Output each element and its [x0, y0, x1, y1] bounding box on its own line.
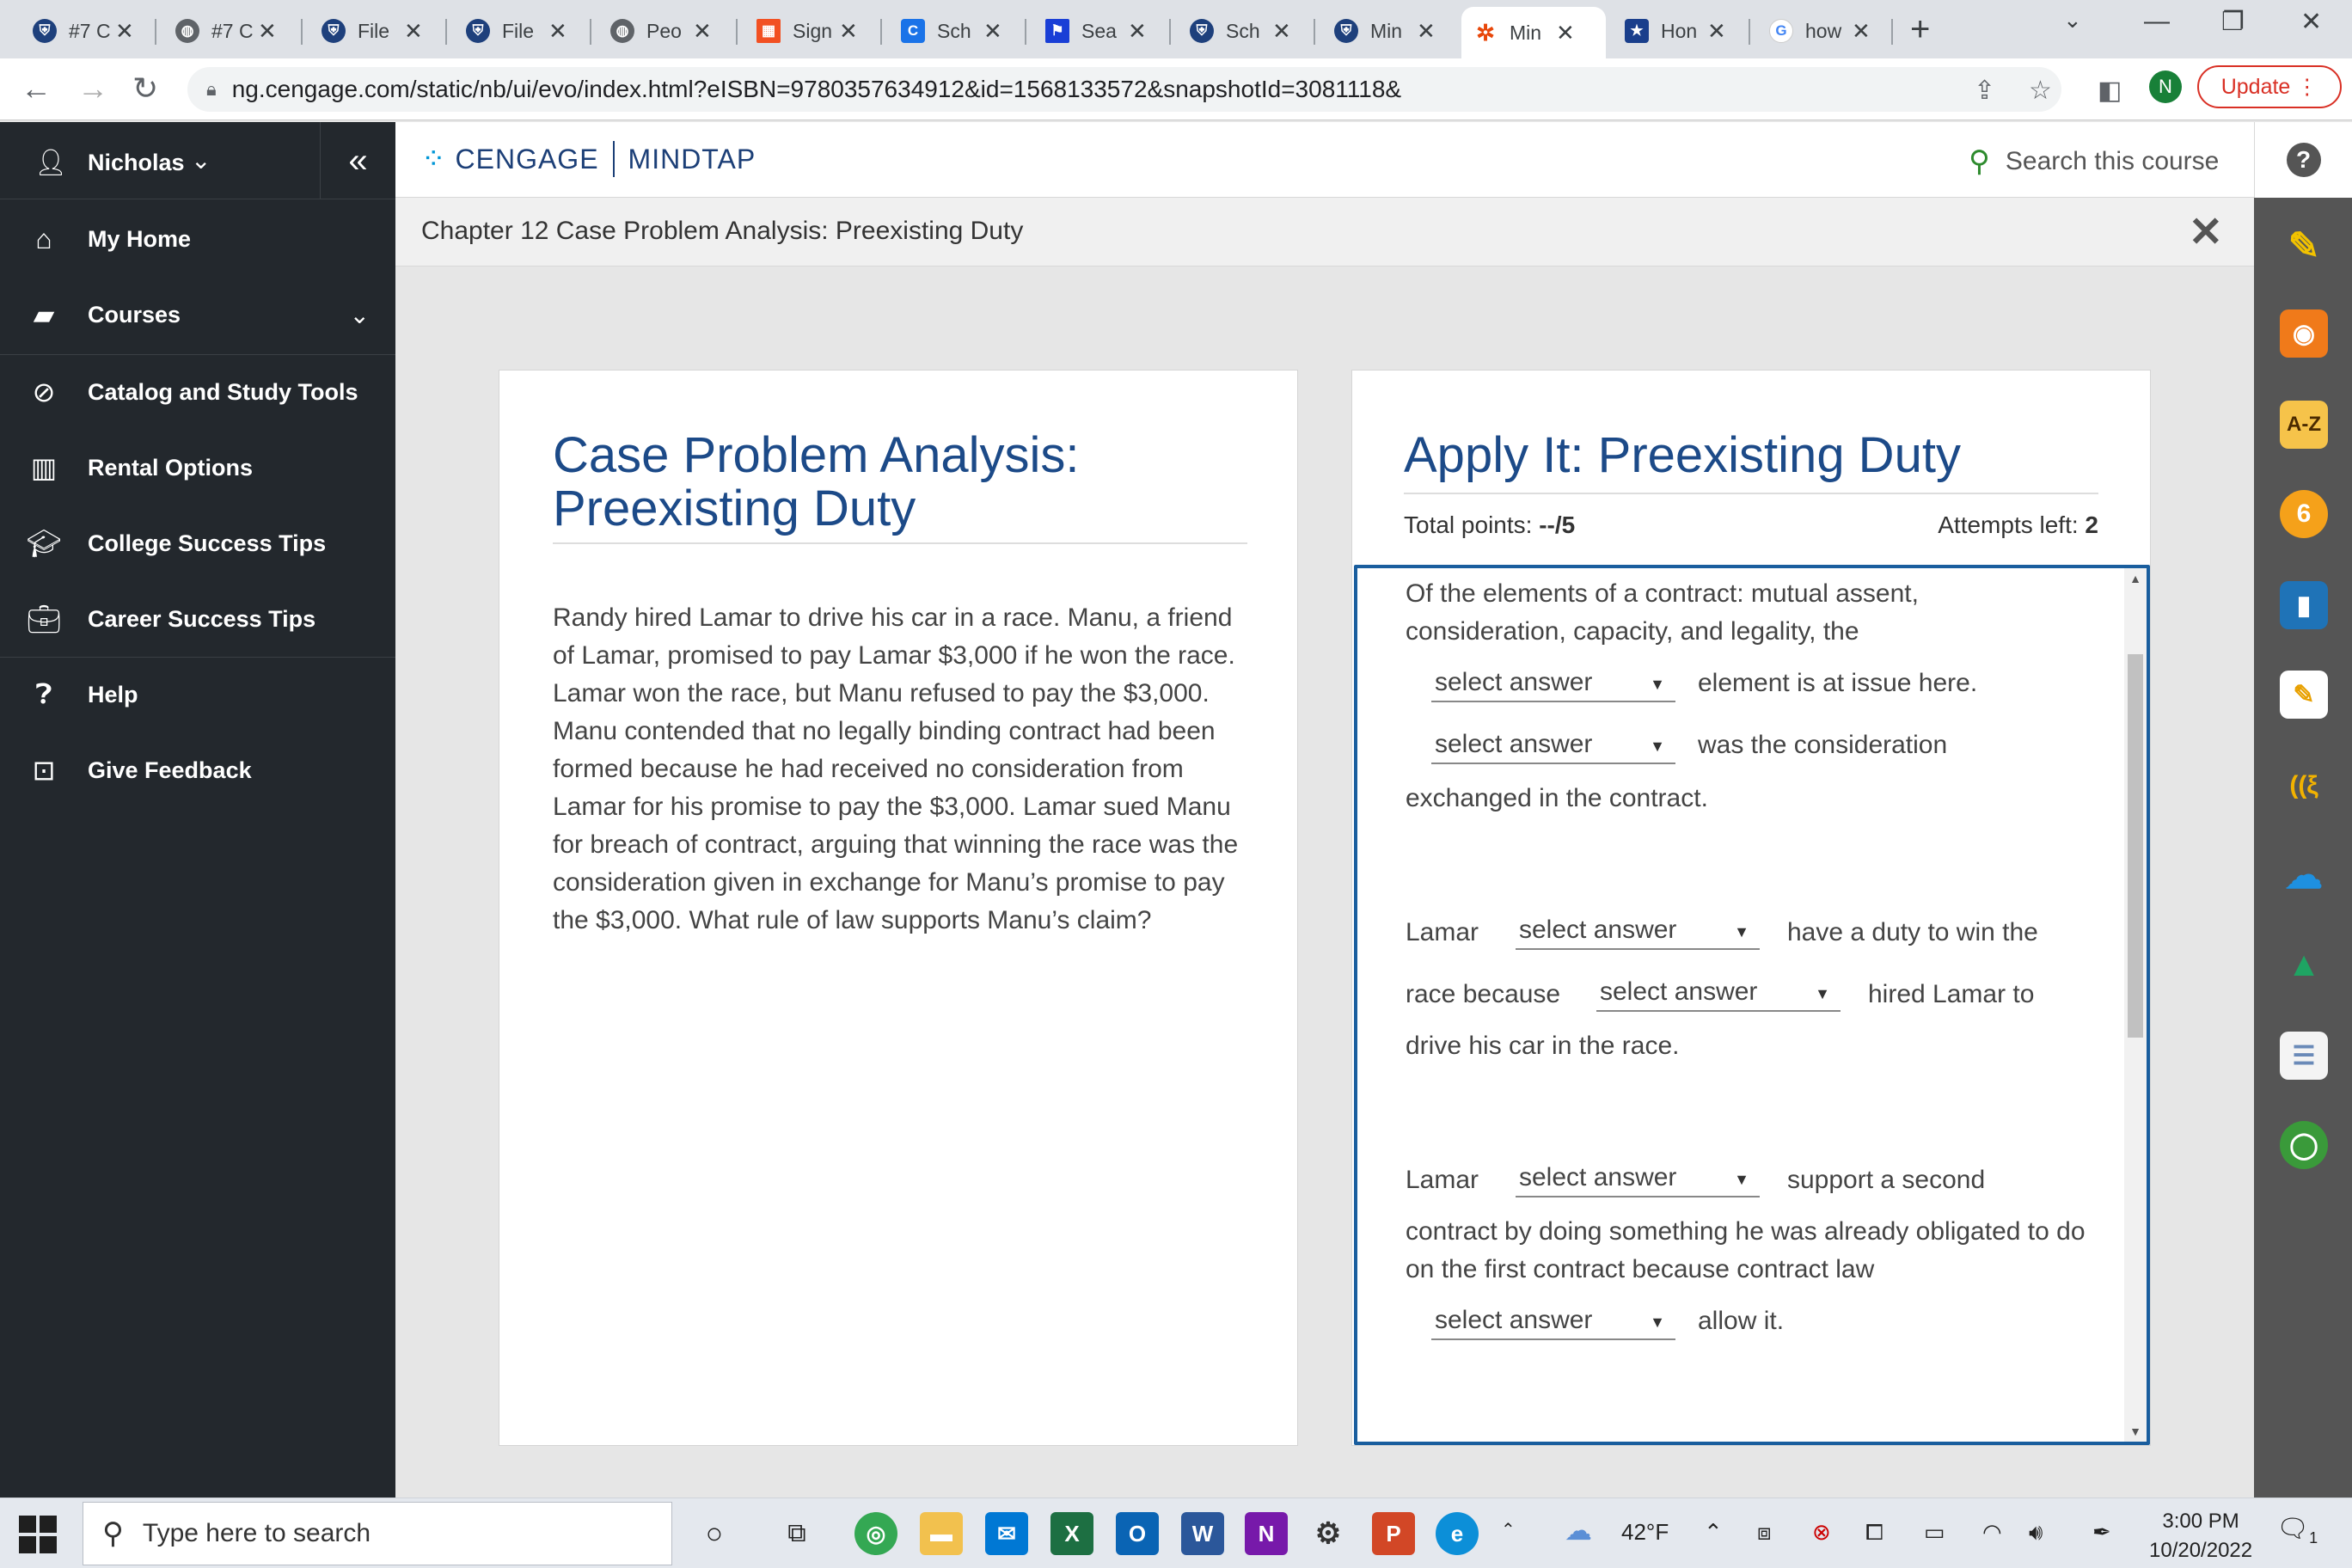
- browser-tab[interactable]: ◍ Peo ✕: [598, 9, 724, 53]
- taskbar-overflow-icon[interactable]: ⌃: [1501, 1521, 1516, 1540]
- address-toolbar: [0, 58, 2352, 120]
- system-clock[interactable]: [2149, 1507, 2252, 1565]
- scrollbar-thumb[interactable]: [2128, 654, 2143, 1038]
- question-circle-icon: ❓︎: [35, 678, 52, 709]
- chevron-down-icon: ⌄: [191, 147, 211, 174]
- close-tab-icon[interactable]: ✕: [404, 17, 423, 44]
- attempts-left: Attempts left: 2: [1938, 511, 2098, 538]
- dropdown-caret-icon: ▼: [1815, 985, 1830, 1002]
- home-icon: ⌂: [35, 223, 52, 254]
- close-window-button[interactable]: ✕: [2300, 8, 2323, 36]
- cengage-logo-icon: ✲: [1476, 19, 1495, 46]
- product-name: MINDTAP: [628, 143, 756, 175]
- tab-search-chevron-icon[interactable]: ⌄: [2063, 7, 2082, 33]
- notes-icon[interactable]: ✎: [2280, 671, 2328, 719]
- globe-icon: ◍: [610, 19, 634, 43]
- sidebar-item-help[interactable]: ❓︎ Help: [0, 657, 395, 732]
- chrome-icon[interactable]: ◎: [854, 1512, 897, 1555]
- penn-state-shield-icon: ⛨: [466, 19, 490, 43]
- q2-select[interactable]: select answer ▼: [1431, 728, 1675, 764]
- onenote-icon[interactable]: N: [1245, 1512, 1288, 1555]
- q3-select-2[interactable]: select answer ▼: [1596, 976, 1841, 1012]
- course-search[interactable]: [1969, 144, 2219, 179]
- activity-title: Chapter 12 Case Problem Analysis: Preexisting Duty: [421, 217, 1024, 245]
- chevron-down-icon: ⌄: [349, 301, 370, 328]
- dropdown-caret-icon: ▼: [1650, 738, 1665, 755]
- taskbar-search-box[interactable]: [83, 1502, 672, 1565]
- search-icon: ⚲: [1969, 145, 1990, 178]
- open-book-icon: ▥: [30, 452, 58, 483]
- mail-icon[interactable]: ✉: [985, 1512, 1028, 1555]
- cortana-icon[interactable]: ○: [705, 1516, 724, 1550]
- side-panel-icon[interactable]: ◧: [2098, 77, 2122, 105]
- q4-end: allow it.: [1698, 1307, 1785, 1335]
- sidebar-item-my-home[interactable]: ⌂ My Home: [0, 201, 395, 277]
- sidebar-item-give-feedback[interactable]: ⊡ Give Feedback: [0, 732, 395, 808]
- app-dock: [2254, 198, 2352, 1498]
- close-tab-icon[interactable]: ✕: [1417, 17, 1436, 44]
- meet-now-icon[interactable]: ⧈: [1757, 1519, 1772, 1545]
- sidebar-item-career-success[interactable]: 💼︎ Career Success Tips: [0, 581, 395, 657]
- case-heading: Case Problem Analysis: Preexisting Duty: [553, 427, 1080, 536]
- clock-date: 10/20/2022: [2149, 1539, 2253, 1562]
- close-activity-button[interactable]: ✕: [2188, 210, 2223, 255]
- help-icon: ?: [2287, 143, 2321, 177]
- user-name: Nicholas: [88, 150, 185, 175]
- weather-cloud-icon[interactable]: ☁: [1565, 1515, 1592, 1546]
- cengage-logo-icon: ⁘: [421, 143, 447, 175]
- app-header: [395, 122, 2254, 198]
- sidebar-item-rental-options[interactable]: ▥ Rental Options: [0, 430, 395, 505]
- minimize-button[interactable]: —: [2144, 7, 2170, 35]
- q4-select-2[interactable]: select answer ▼: [1431, 1304, 1675, 1340]
- wifi-icon[interactable]: ◠: [1982, 1519, 2002, 1545]
- browser-tab[interactable]: ⛨ File ✕: [454, 9, 579, 53]
- scrollbar[interactable]: [2124, 568, 2147, 1442]
- close-tab-icon[interactable]: ✕: [1852, 17, 1871, 44]
- sidebar: [0, 122, 395, 1498]
- edge-icon[interactable]: e: [1436, 1512, 1479, 1555]
- star-badge-icon: ★: [1625, 19, 1649, 43]
- url-text: ng.cengage.com/static/nb/ui/evo/index.html?eISBN=9780357634912&id=1568133572&snapshotId=3081118&: [231, 76, 1402, 102]
- update-button[interactable]: Update ⋮: [2197, 65, 2342, 108]
- scroll-down-arrow[interactable]: ▼: [2129, 1424, 2141, 1438]
- lock-icon: 🔒︎: [206, 78, 217, 100]
- weather-temp[interactable]: 42°F: [1621, 1519, 1669, 1545]
- windows-taskbar: [0, 1498, 2352, 1568]
- feedback-icon: ⊡: [32, 755, 56, 786]
- achievement-icon[interactable]: ◯: [2280, 1121, 2328, 1169]
- close-tab-icon[interactable]: ✕: [1707, 17, 1726, 44]
- main-content: [395, 266, 2254, 1498]
- q4-mid: contract by doing something he was already obligated to do on the first contract because contract law: [1406, 1217, 2086, 1283]
- c-logo-icon: C: [901, 19, 925, 43]
- sidebar-item-catalog[interactable]: ⊘ Catalog and Study Tools: [0, 354, 395, 430]
- glossary-az-icon[interactable]: A-Z: [2280, 401, 2328, 449]
- close-tab-icon[interactable]: ✕: [258, 17, 277, 44]
- network-alert-icon[interactable]: ⊗: [1812, 1519, 1831, 1545]
- q1-after: element is at issue here.: [1698, 669, 1978, 697]
- windows-start-button[interactable]: [19, 1516, 57, 1553]
- taskbar-search-placeholder: Type here to search: [142, 1519, 371, 1547]
- close-tab-icon[interactable]: ✕: [1128, 17, 1147, 44]
- browser-tab[interactable]: ⛨ File ✕: [309, 9, 435, 53]
- globe-icon: ◍: [175, 19, 199, 43]
- highlighter-icon[interactable]: ✎: [2288, 224, 2320, 267]
- dropdown-caret-icon: ▼: [1734, 1171, 1749, 1188]
- dropdown-caret-icon: ▼: [1650, 676, 1665, 693]
- q1-select[interactable]: select answer ▼: [1431, 666, 1675, 702]
- sidebar-item-college-success[interactable]: 🎓︎ College Success Tips: [0, 505, 395, 581]
- bookmark-star-icon[interactable]: ☆: [2029, 77, 2052, 105]
- browser-tab[interactable]: ★ Hon ✕: [1613, 9, 1738, 53]
- onedrive-cloud-icon[interactable]: ☁: [2285, 854, 2323, 897]
- activity-title-bar: [395, 198, 2254, 266]
- profile-avatar[interactable]: N: [2149, 70, 2182, 103]
- q4-lead: Lamar: [1406, 1166, 1479, 1194]
- penn-state-shield-icon: ⛨: [322, 19, 346, 43]
- penn-state-shield-icon: ⛨: [1190, 19, 1214, 43]
- readspeaker-icon[interactable]: ((ξ: [2289, 771, 2318, 799]
- clock-time: 3:00 PM: [2162, 1510, 2239, 1533]
- q3-lead: Lamar: [1406, 918, 1479, 946]
- collapse-sidebar-button[interactable]: «: [320, 122, 395, 199]
- browser-tab-active[interactable]: ✲ Min ✕: [1461, 7, 1606, 58]
- close-tab-icon[interactable]: ✕: [1272, 17, 1291, 44]
- browser-tab[interactable]: ◍ #7 C ✕: [163, 9, 289, 53]
- user-icon: 👤︎: [34, 149, 68, 177]
- book-icon: ▰: [33, 299, 55, 330]
- file-explorer-icon[interactable]: ▬: [920, 1512, 963, 1555]
- powerpoint-icon[interactable]: P: [1372, 1512, 1415, 1555]
- q3-end: drive his car in the race.: [1406, 1032, 1680, 1060]
- outlook-icon[interactable]: O: [1116, 1512, 1159, 1555]
- q2-end: exchanged in the contract.: [1406, 784, 1708, 812]
- ebook-icon[interactable]: ▮: [2280, 581, 2328, 629]
- settings-gear-icon[interactable]: ⚙: [1314, 1517, 1342, 1550]
- q3-after2: hired Lamar to: [1868, 980, 2035, 1008]
- pen-icon[interactable]: ✒: [2092, 1519, 2111, 1545]
- q3-select-1[interactable]: select answer ▼: [1516, 914, 1760, 950]
- task-view-icon[interactable]: ⧉: [787, 1519, 806, 1547]
- dropdown-caret-icon: ▼: [1734, 923, 1749, 940]
- google-logo-icon: G: [1769, 19, 1793, 43]
- browser-tab[interactable]: ⛨ Sch ✕: [1178, 9, 1303, 53]
- q4-after: support a second: [1787, 1166, 1986, 1194]
- update-label: Update: [2220, 74, 2291, 99]
- forward-button[interactable]: →: [77, 70, 108, 106]
- search-placeholder: Search this course: [2005, 147, 2220, 175]
- back-button[interactable]: ←: [21, 70, 52, 106]
- apply-card: [1351, 370, 2151, 1446]
- total-points: Total points: --/5: [1404, 511, 1576, 538]
- graduation-cap-icon: 🎓︎: [26, 528, 62, 559]
- reload-button[interactable]: ↻: [132, 70, 159, 106]
- close-tab-icon[interactable]: ✕: [839, 17, 858, 44]
- cengage-mindtap-logo[interactable]: [421, 141, 756, 177]
- onedrive-status-icon[interactable]: ⧠: [1865, 1519, 1883, 1545]
- dropdown-caret-icon: ▼: [1650, 1314, 1665, 1331]
- sidebar-item-courses[interactable]: ▰ Courses ⌄: [0, 277, 395, 352]
- notepad-icon[interactable]: ☰: [2280, 1032, 2328, 1080]
- browser-tab-strip: [0, 0, 2352, 58]
- battery-icon[interactable]: ▭: [1924, 1519, 1945, 1545]
- brand-name: CENGAGE: [455, 143, 599, 175]
- google-drive-icon[interactable]: ▲: [2287, 945, 2321, 983]
- microsoft-logo-icon: ▦: [756, 19, 781, 43]
- q4-select-1[interactable]: select answer ▼: [1516, 1161, 1760, 1197]
- q2-after: was the consideration: [1698, 731, 1948, 759]
- case-text: Randy hired Lamar to drive his car in a race. Manu, a friend of Lamar, promised to pay Lamar $3,000 if he won the race. Lamar won the race, but Manu refused to pay the $3,000. Manu contended that no legally binding contract had been formed because he had received no consideration from Lamar for his promise to pay the $3,000. Lamar sued Manu for breach of contract, arguing that winning the race was the consideration given in exchange for Manu’s promise to pay the $3,000. What rule of law supports Manu’s claim?: [553, 603, 1239, 934]
- close-tab-icon[interactable]: ✕: [1556, 19, 1575, 46]
- scroll-up-arrow[interactable]: ▲: [2129, 572, 2141, 585]
- volume-icon[interactable]: 🔊︎: [2029, 1519, 2043, 1545]
- question-panel[interactable]: [1354, 565, 2150, 1445]
- close-tab-icon[interactable]: ✕: [548, 17, 567, 44]
- browser-tab[interactable]: G how ✕: [1757, 9, 1883, 53]
- flag-icon: ⚑: [1045, 19, 1069, 43]
- new-tab-button[interactable]: +: [1910, 10, 1931, 48]
- cengage-6-icon[interactable]: 6: [2280, 490, 2328, 538]
- close-tab-icon[interactable]: ✕: [693, 17, 712, 44]
- help-button[interactable]: [2254, 122, 2352, 198]
- browser-tab[interactable]: ⛨ #7 C ✕: [21, 9, 146, 53]
- notification-center-icon[interactable]: $🗨︎_1$: [2276, 1515, 2318, 1547]
- q3-after: have a duty to win the: [1787, 918, 2038, 946]
- case-card: [499, 370, 1298, 1446]
- restore-button[interactable]: ❐: [2221, 8, 2245, 36]
- compass-icon: ⊘: [32, 377, 56, 407]
- penn-state-shield-icon: ⛨: [1334, 19, 1358, 43]
- q1-intro: Of the elements of a contract: mutual assent, consideration, capacity, and legality, the: [1406, 579, 1919, 646]
- share-icon[interactable]: ⇪: [1974, 77, 1996, 105]
- search-icon: ⚲: [102, 1517, 124, 1550]
- browser-tab[interactable]: ▦ Sign ✕: [744, 9, 870, 53]
- penn-state-shield-icon: ⛨: [33, 19, 57, 43]
- apply-heading: Apply It: Preexisting Duty: [1404, 427, 1961, 483]
- close-tab-icon[interactable]: ✕: [983, 17, 1002, 44]
- close-tab-icon[interactable]: ✕: [115, 17, 134, 44]
- browser-tab[interactable]: ⚑ Sea ✕: [1033, 9, 1159, 53]
- rss-icon[interactable]: ◉: [2280, 309, 2328, 358]
- excel-icon[interactable]: X: [1050, 1512, 1093, 1555]
- url-bar[interactable]: [187, 67, 2061, 112]
- word-icon[interactable]: W: [1181, 1512, 1224, 1555]
- browser-tab[interactable]: ⛨ Min ✕: [1322, 9, 1448, 53]
- notification-count: 1: [2309, 1529, 2318, 1547]
- briefcase-icon: 💼︎: [26, 603, 62, 634]
- q3-line2: race because: [1406, 980, 1561, 1008]
- browser-tab[interactable]: C Sch ✕: [889, 9, 1014, 53]
- show-hidden-icons[interactable]: ⌃: [1704, 1519, 1723, 1545]
